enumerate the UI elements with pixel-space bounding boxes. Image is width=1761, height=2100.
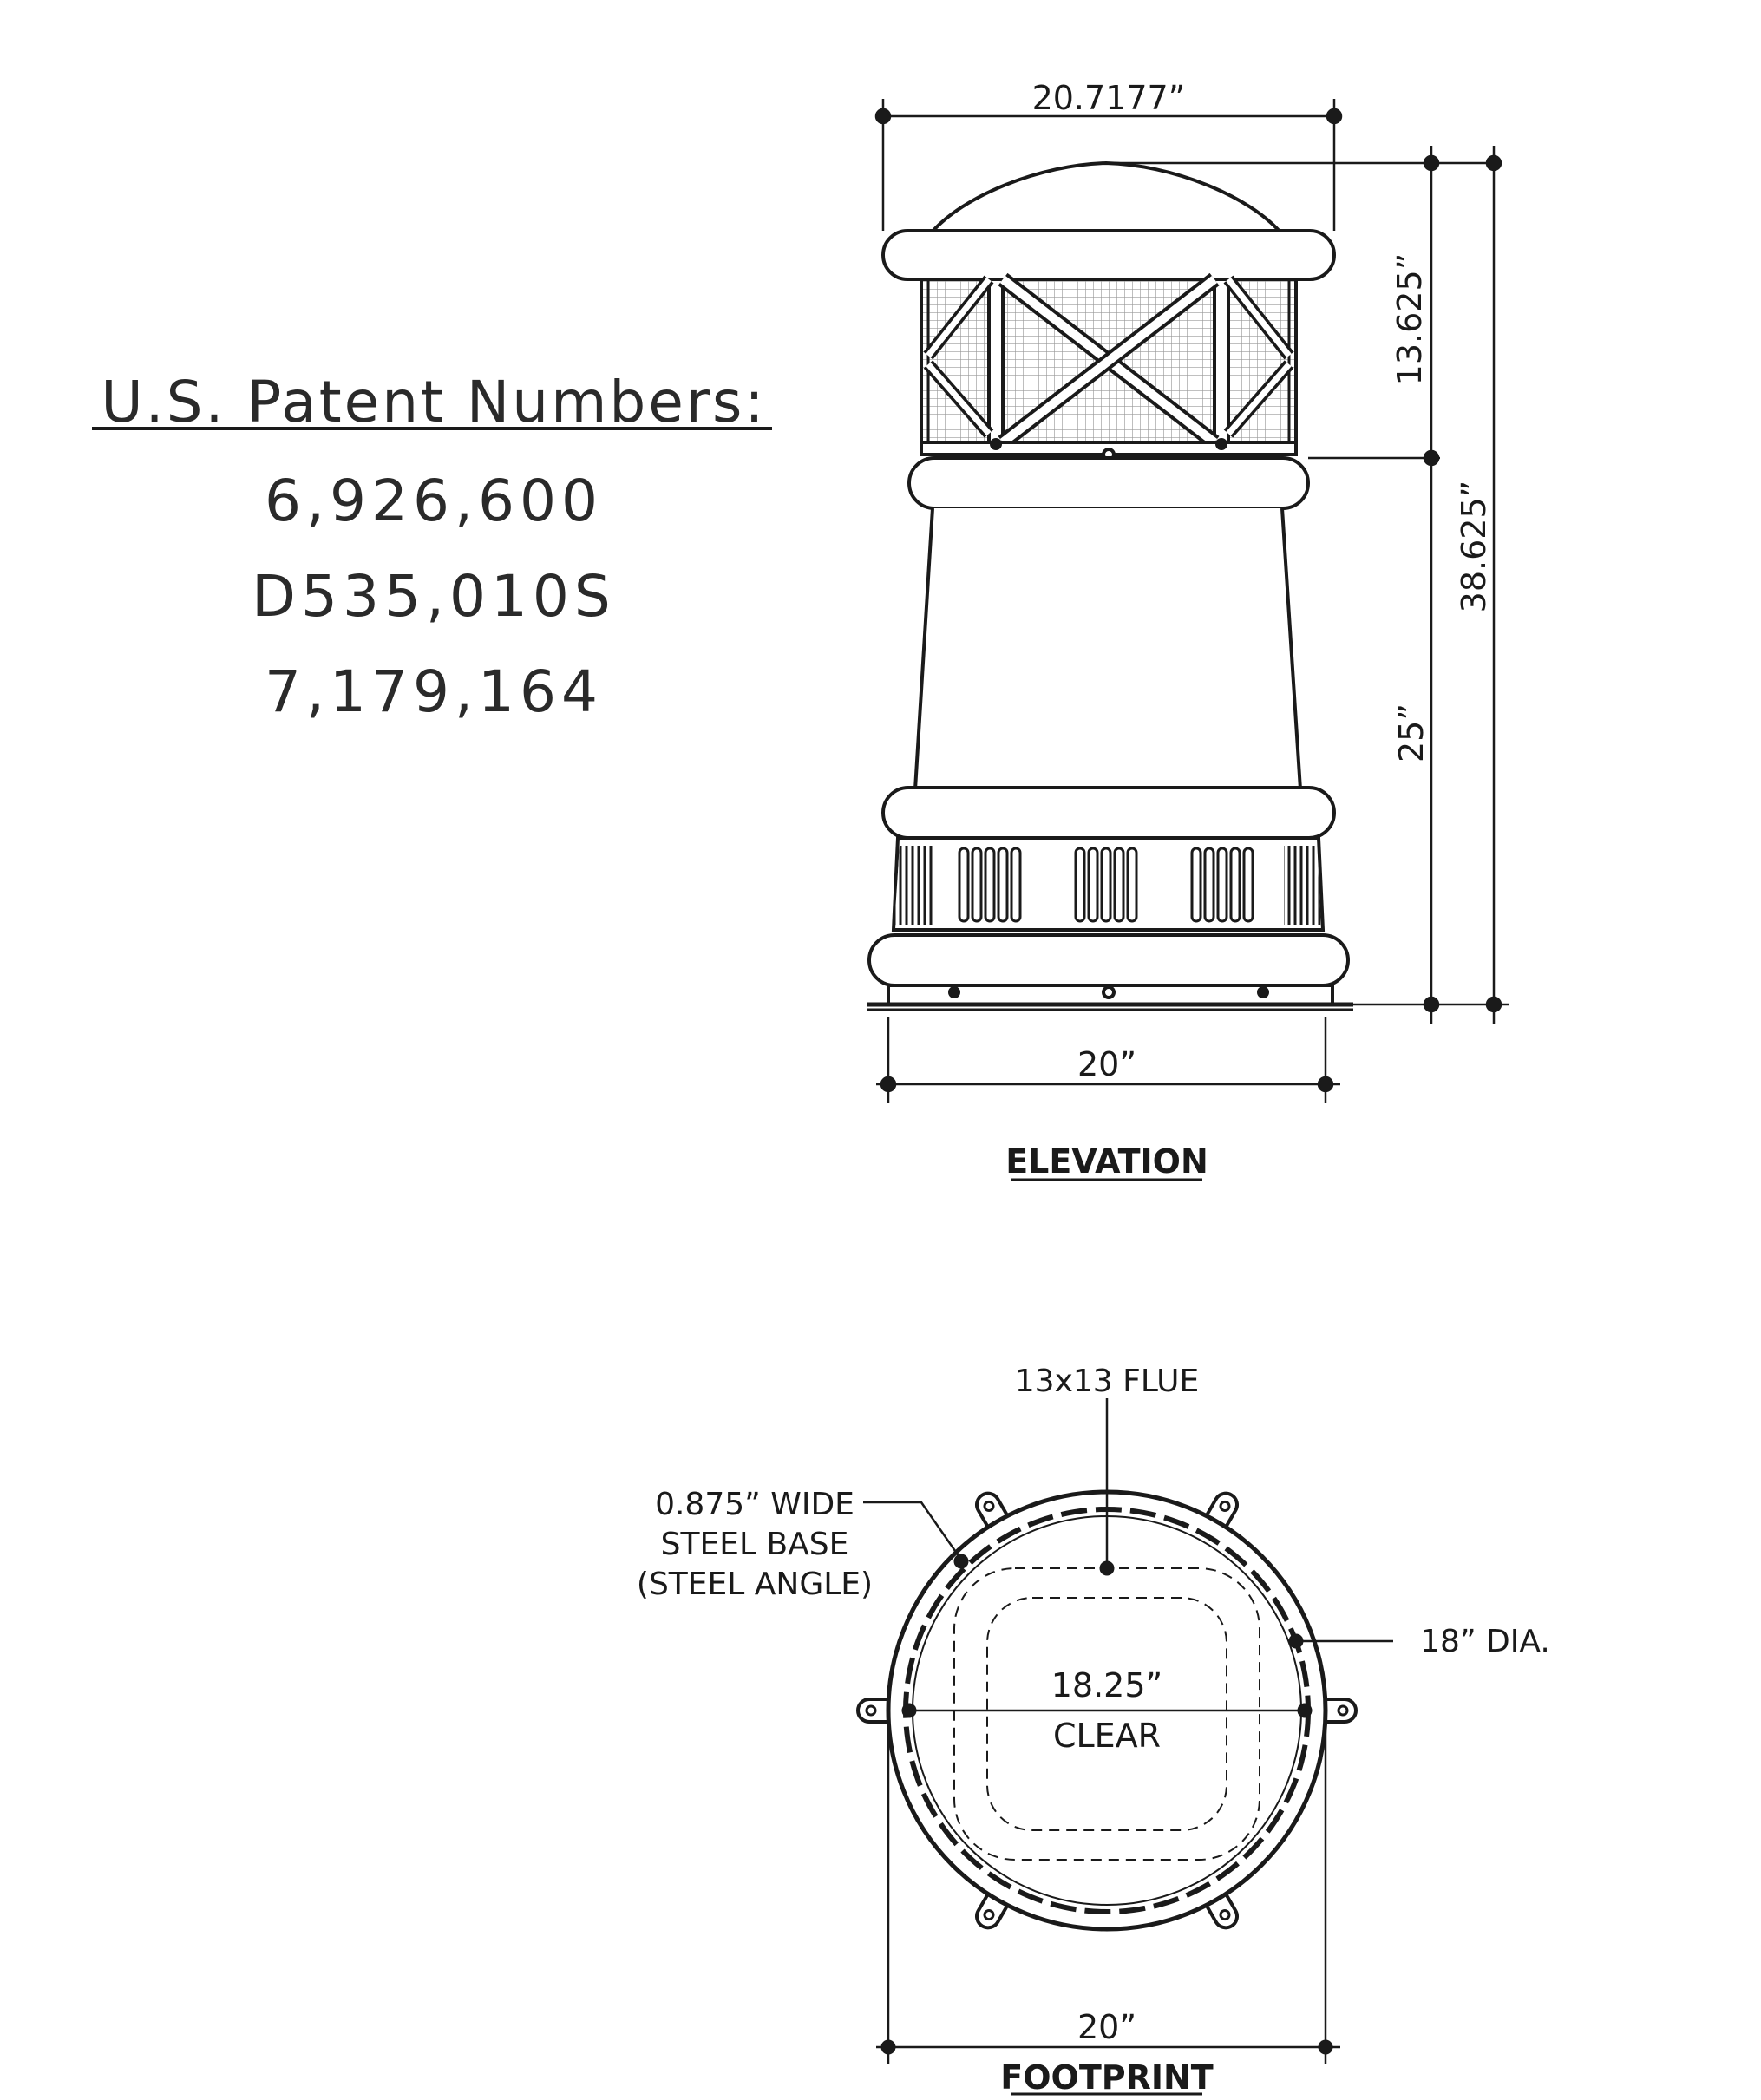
louvre-slot <box>1102 848 1110 921</box>
base-note-line-2: STEEL BASE <box>660 1527 849 1562</box>
chimney-cap-dome <box>930 163 1282 234</box>
elevation-view <box>867 163 1353 1010</box>
louvre-slot <box>985 848 994 921</box>
base-note-leader <box>863 1502 961 1560</box>
patent-heading: U.S. Patent Numbers: <box>101 369 767 435</box>
dim-top-width: 20.7177” <box>1031 79 1186 117</box>
louvre-slot <box>972 848 981 921</box>
footprint-width-label: 20” <box>1077 2008 1137 2046</box>
dim-body-height: 25” <box>1392 703 1430 763</box>
footprint-title: FOOTPRINT <box>1000 2058 1214 2097</box>
dim-total-height: 38.625” <box>1455 480 1493 613</box>
elevation-title: ELEVATION <box>1005 1142 1208 1181</box>
patent-number-1: 6,926,600 <box>265 468 603 534</box>
dia-label: 18” DIA. <box>1420 1624 1550 1659</box>
flue-label: 13x13 FLUE <box>1014 1364 1200 1399</box>
dim-cap-height: 13.625” <box>1391 252 1429 386</box>
louvre-slot <box>1192 848 1201 921</box>
louvre-slot <box>1205 848 1214 921</box>
patent-number-3: 7,179,164 <box>265 658 603 725</box>
louvre-slots <box>959 848 1253 921</box>
louvre-slot <box>998 848 1007 921</box>
base-note-line-1: 0.875” WIDE <box>655 1487 854 1522</box>
steel-base <box>867 985 1353 1010</box>
base-collar <box>869 935 1348 985</box>
base-note-line-3: (STEEL ANGLE) <box>636 1567 874 1602</box>
louvre-slot <box>1115 848 1123 921</box>
chimney-cap-rim <box>883 231 1334 279</box>
screen-cage <box>921 279 1296 460</box>
lower-collar <box>883 788 1334 838</box>
louvre-slot <box>1231 848 1240 921</box>
louvre-slot <box>1128 848 1136 921</box>
louvre-slot <box>1244 848 1253 921</box>
clear-label-text: CLEAR <box>1052 1717 1162 1755</box>
patent-number-2: D535,010S <box>252 563 616 630</box>
clear-label-value: 18.25” <box>1051 1666 1163 1704</box>
chimney-body <box>915 508 1300 789</box>
louvre-slot <box>1076 848 1084 921</box>
louvre-slot <box>1218 848 1227 921</box>
louvre-slot <box>1089 848 1097 921</box>
upper-collar <box>909 458 1308 508</box>
louvre-slot <box>959 848 968 921</box>
dim-base-width: 20” <box>1077 1045 1137 1083</box>
patent-block <box>92 369 772 725</box>
louvre-slot <box>1011 848 1020 921</box>
